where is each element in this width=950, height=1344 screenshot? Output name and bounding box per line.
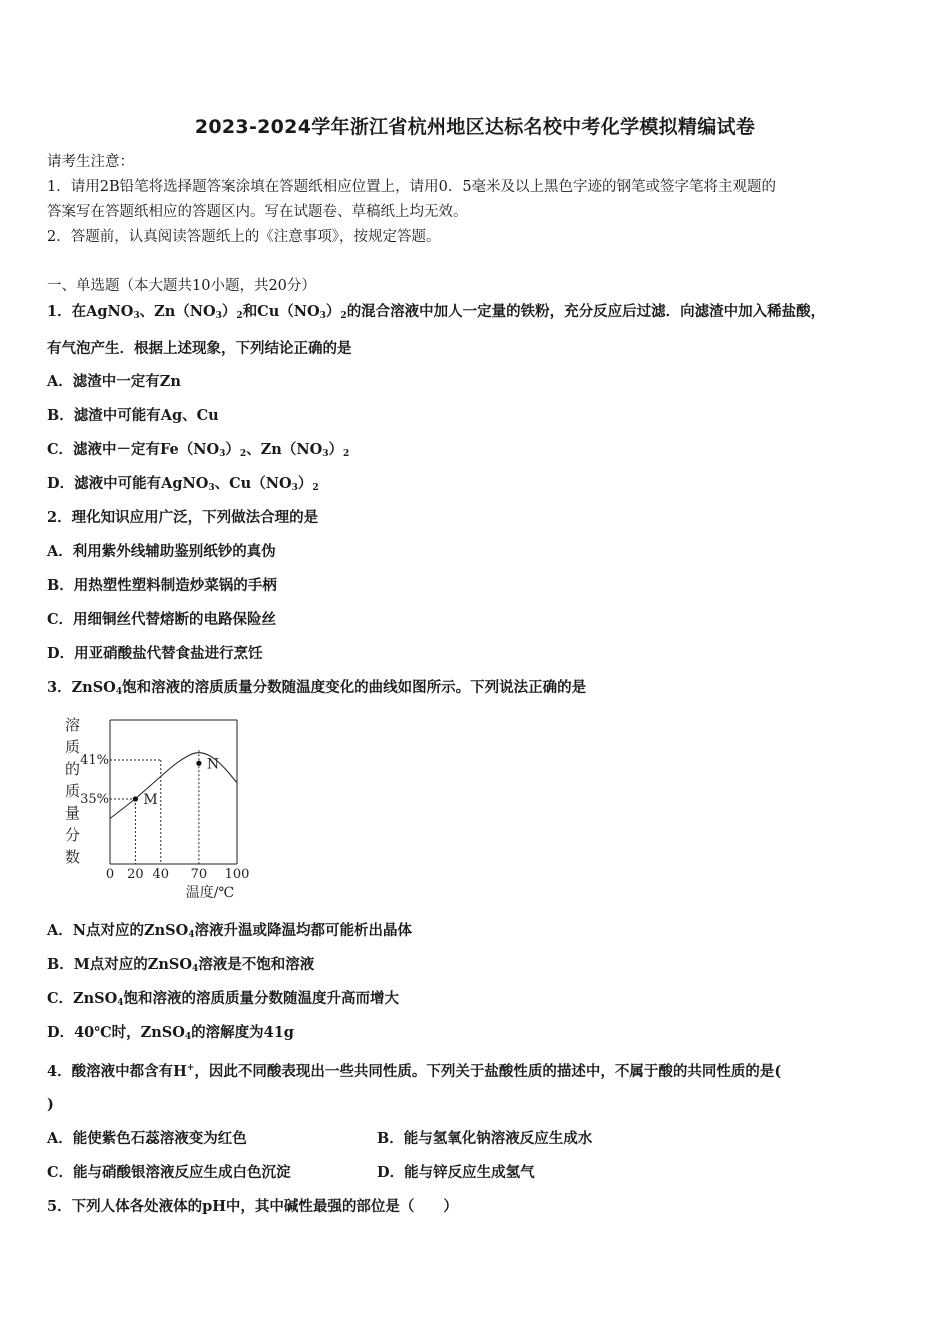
question-4-option-c: C．能与硝酸银溶液反应生成白色沉淀 bbox=[47, 1164, 291, 1181]
data-point-n bbox=[196, 761, 201, 766]
x-tick-label: 100 bbox=[224, 867, 250, 882]
x-axis-label: 温度/℃ bbox=[185, 885, 235, 901]
question-4-stem-line-2: ) bbox=[47, 1096, 54, 1113]
question-2-stem: 2．理化知识应用广泛，下列做法合理的是 bbox=[47, 509, 319, 526]
y-axis-label-char: 分 bbox=[65, 826, 81, 844]
question-4-options-row-2 bbox=[47, 1164, 927, 1182]
y-axis-label-char: 的 bbox=[65, 760, 81, 778]
x-tick-label: 70 bbox=[190, 867, 208, 882]
question-4-stem: 4．酸溶液中都含有H+，因此不同酸表现出一些共同性质。下列关于盐酸性质的描述中，不属于酸的共同性质的是( bbox=[47, 1063, 782, 1080]
notice-heading: 请考生注意： bbox=[47, 154, 134, 170]
point-label-n: N bbox=[206, 756, 220, 773]
question-4-options-row-1 bbox=[47, 1130, 927, 1148]
question-4-option-a: A．能使紫色石蕊溶液变为红色 bbox=[47, 1130, 247, 1147]
question-1-stem: 1．在AgNO$_3$、$Zn(NO_3)_2$和$Cu(NO_3)_2$的混合溶液中加人一定量的铁粉，充分反应后过滤．向滤渣中加入稀盐酸， bbox=[47, 303, 826, 321]
y-axis-label-char: 数 bbox=[65, 848, 81, 866]
section-heading: 一、单选题（本大题共10小题，共20分） bbox=[47, 278, 316, 294]
y-axis-label-char: 溶 bbox=[65, 716, 81, 734]
question-1-option-b: B．滤渣中可能有Ag、Cu bbox=[47, 407, 219, 424]
question-1-stem-line-2: 有气泡产生．根据上述现象，下列结论正确的是 bbox=[47, 340, 352, 357]
y-axis-label-char: 量 bbox=[65, 804, 81, 822]
question-1-option-c: C．滤液中－定有$Fe(NO_3)_2$、$Zn(NO_3)_2$ bbox=[47, 441, 350, 459]
question-3-option-b: B．M点对应的ZnSO$_4$溶液是不饱和溶液 bbox=[47, 956, 315, 974]
notice-item-1-line-2: 答案写在答题纸相应的答题区内。写在试题卷、草稿纸上均无效。 bbox=[47, 204, 468, 220]
question-1-option-d: D．滤液中可能有AgNO$_3$、$Cu(NO_3)_2$ bbox=[47, 475, 319, 493]
page-title: 2023-2024学年浙江省杭州地区达标名校中考化学模拟精编试卷 bbox=[194, 116, 756, 138]
y-axis-label bbox=[65, 716, 80, 866]
x-tick-label: 20 bbox=[127, 867, 144, 882]
question-1-option-a: A．滤渣中一定有Zn bbox=[47, 373, 181, 390]
question-2-option-b: B．用热塑性塑料制造炒菜锅的手柄 bbox=[47, 577, 277, 594]
question-5-stem: 5．下列人体各处液体的pH中，其中碱性最强的部位是（ ） bbox=[47, 1198, 458, 1215]
notice-item-2: 2．答题前，认真阅读答题纸上的《注意事项》，按规定答题。 bbox=[47, 229, 441, 245]
question-3-stem: 3．ZnSO$_4$饱和溶液的溶质质量分数随温度变化的曲线如图所示。下列说法正确的是 bbox=[47, 679, 587, 697]
y-tick-label: 41% bbox=[80, 753, 109, 768]
question-4-option-d: D．能与锌反应生成氢气 bbox=[377, 1164, 535, 1181]
notice-item-1-line-1: 1．请用2B铅笔将选择题答案涂填在答题纸相应位置上，请用0．5毫米及以上黑色字迹的钢笔或签字笔将主观题的 bbox=[47, 179, 777, 195]
point-label-m: M bbox=[143, 792, 158, 808]
y-tick-label: 35% bbox=[80, 792, 109, 807]
y-axis-label-char: 质 bbox=[65, 782, 81, 800]
solubility-chart bbox=[55, 712, 265, 902]
question-2-option-d: D．用亚硝酸盐代替食盐进行烹饪 bbox=[47, 645, 263, 662]
data-point-m bbox=[133, 796, 138, 801]
question-3-option-a: A．N点对应的ZnSO$_4$溶液升温或降温均都可能析出晶体 bbox=[47, 922, 412, 940]
x-tick-label: 0 bbox=[105, 867, 115, 882]
question-3-option-c: C．ZnSO$_4$饱和溶液的溶质质量分数随温度升高而增大 bbox=[47, 990, 400, 1008]
x-tick-label: 40 bbox=[152, 867, 170, 882]
question-2-option-c: C．用细铜丝代替熔断的电路保险丝 bbox=[47, 611, 277, 628]
question-4-option-b: B．能与氢氧化钠溶液反应生成水 bbox=[377, 1130, 593, 1147]
question-2-option-a: A．利用紫外线辅助鉴别纸钞的真伪 bbox=[47, 543, 276, 560]
question-3-option-d: D．40℃时，ZnSO$_4$的溶解度为41g bbox=[47, 1024, 294, 1042]
y-axis-label-char: 质 bbox=[65, 738, 81, 756]
